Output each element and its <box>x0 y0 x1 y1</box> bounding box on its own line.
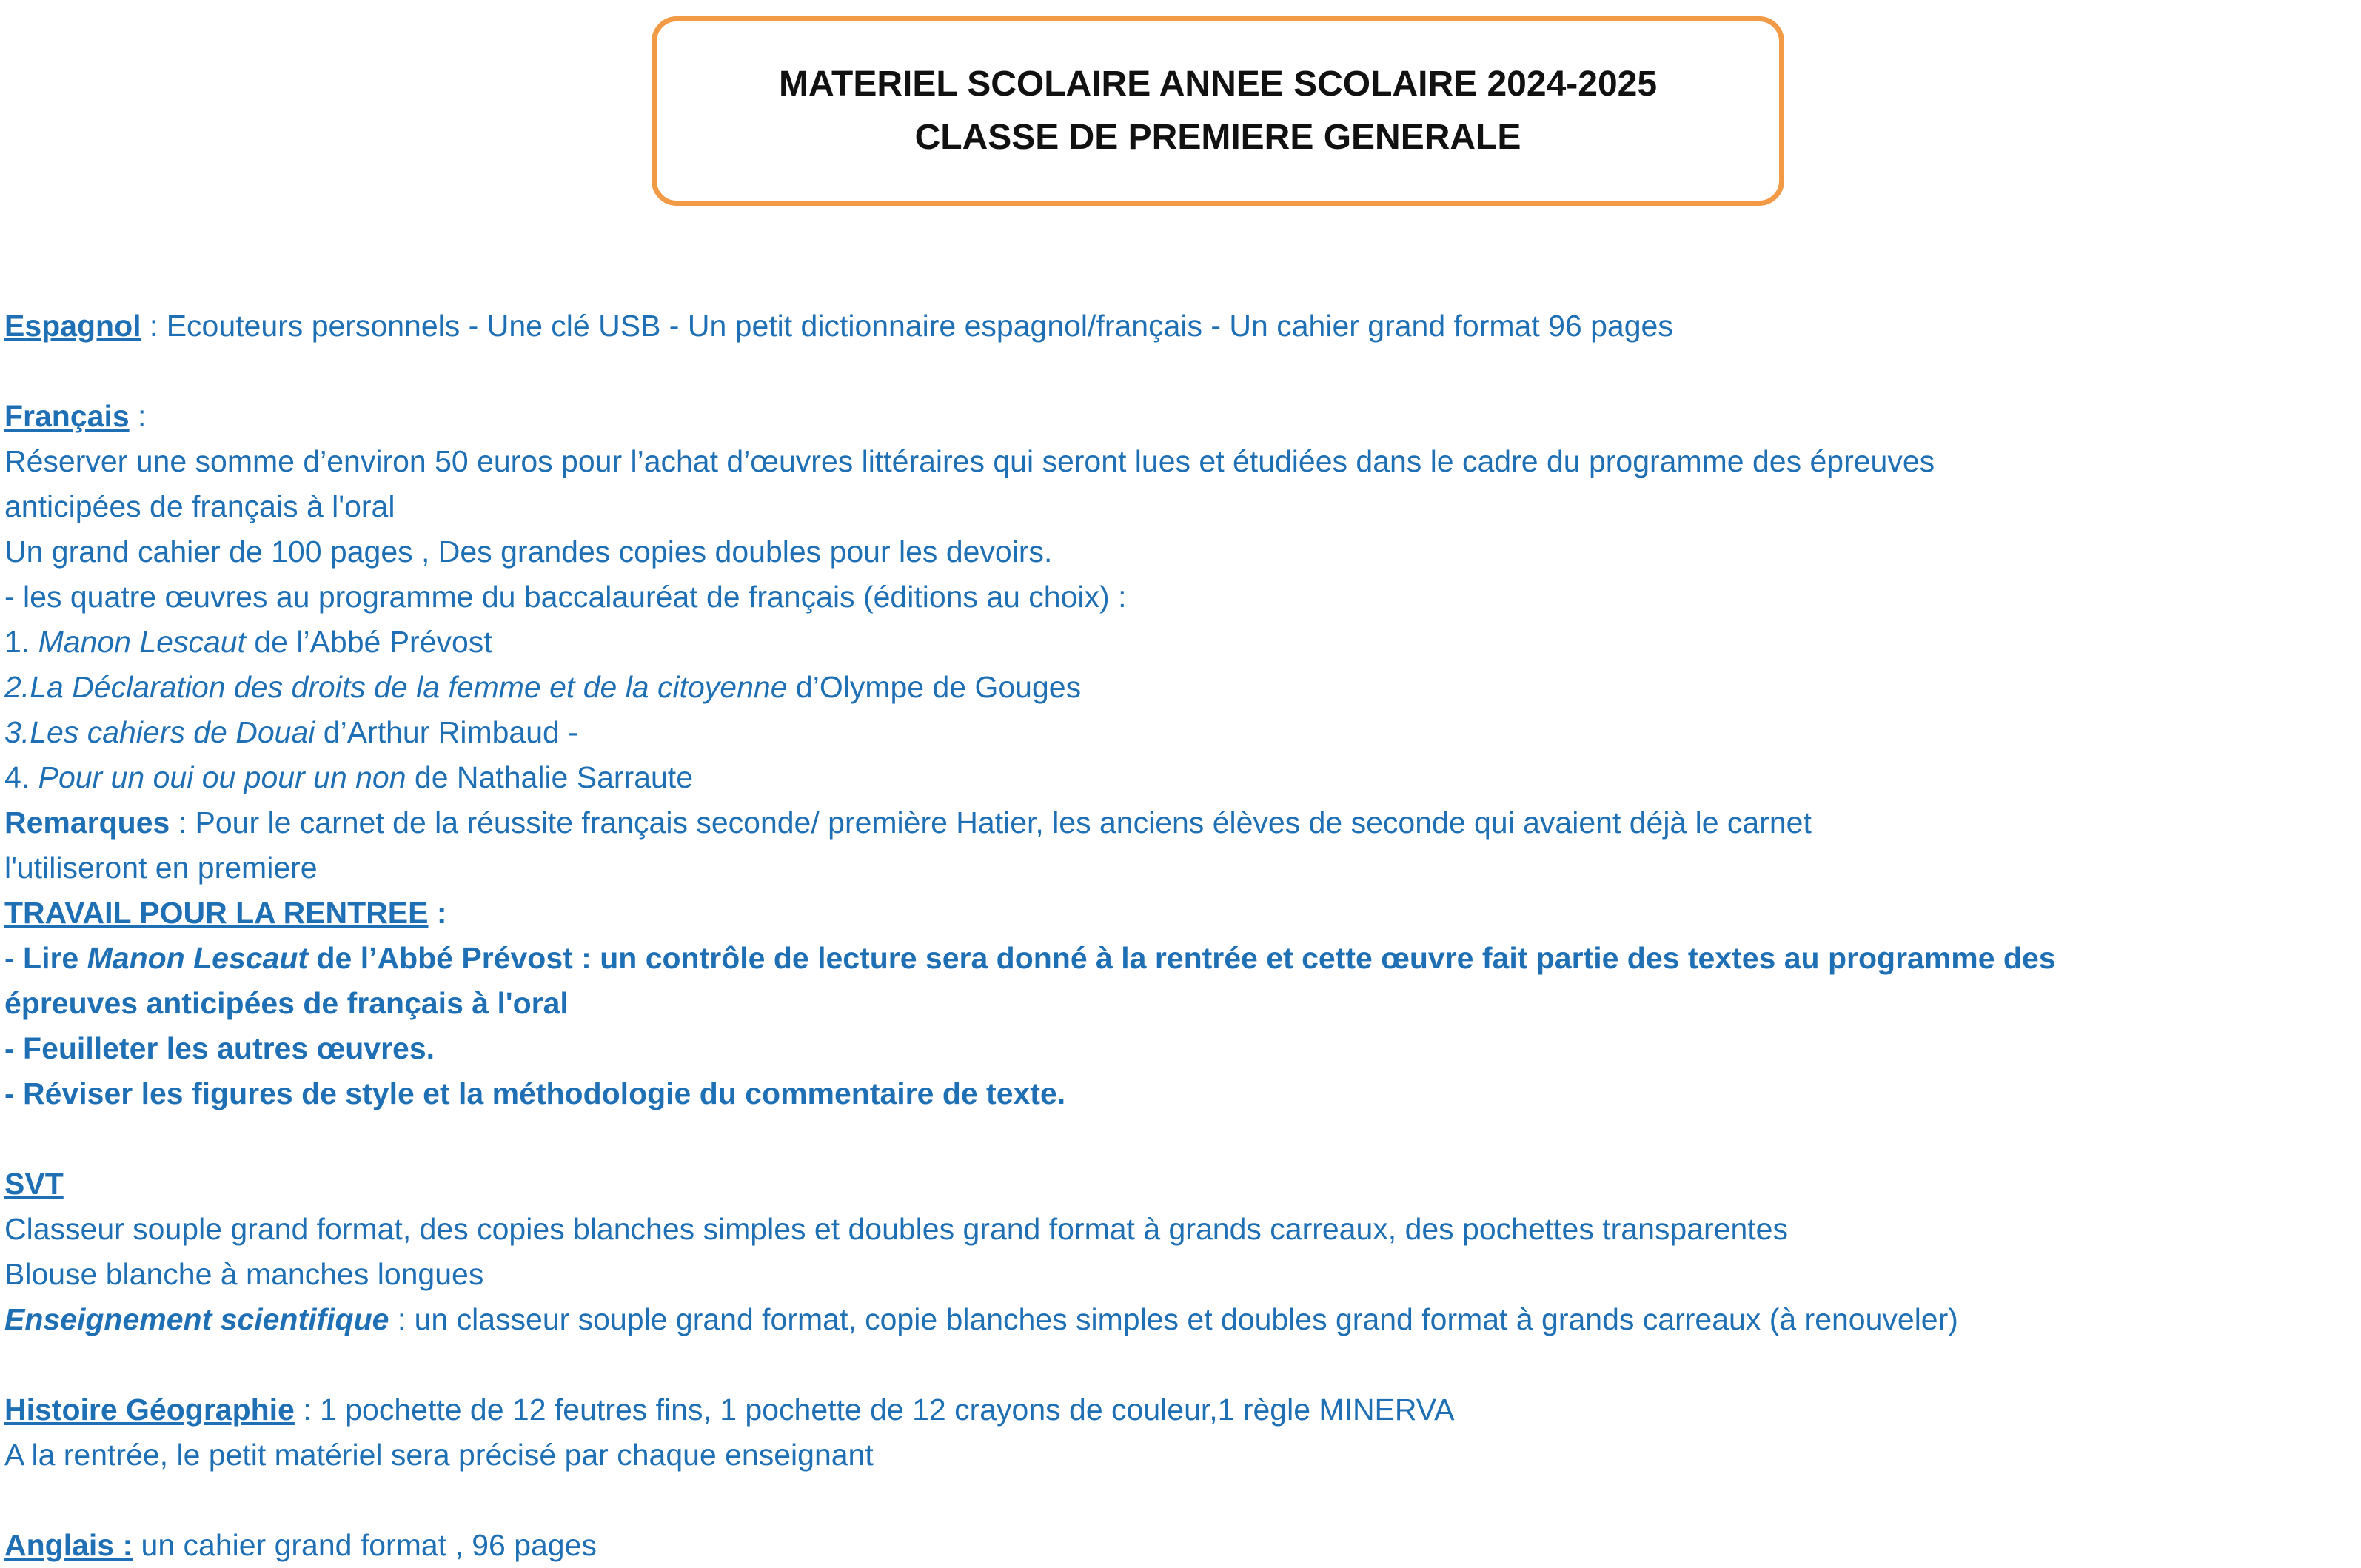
work-author: d’Arthur Rimbaud - <box>315 715 578 749</box>
travail-heading-suffix: : <box>428 896 447 930</box>
work-number: 2. <box>4 670 30 704</box>
work-item <box>4 710 2151 755</box>
svt-line: Classeur souple grand format, des copies blanches simples et doubles grand format à grands carreaux, des pochettes transparentes <box>4 1212 1788 1246</box>
enseignement-scientifique <box>4 1297 2151 1342</box>
travail-title: Manon Lescaut <box>87 941 309 975</box>
work-author: d’Olympe de Gouges <box>787 670 1082 704</box>
section-histoire <box>4 1387 2151 1433</box>
svt-line: Blouse blanche à manches longues <box>4 1257 484 1291</box>
work-author: de l’Abbé Prévost <box>245 625 492 659</box>
work-number: 1. <box>4 625 38 659</box>
heading-anglais: Anglais : <box>4 1528 133 1562</box>
section-anglais <box>4 1523 2151 1568</box>
work-number: 4. <box>4 760 38 794</box>
section-espagnol <box>4 304 2151 349</box>
heading-svt: SVT <box>4 1167 64 1201</box>
work-author: de Nathalie Sarraute <box>406 760 694 794</box>
remarques-text: : Pour le carnet de la réussite français seconde/ première Hatier, les anciens élèves de seconde qui avaient déjà le carnet <box>170 805 1812 840</box>
work-number: 3. <box>4 715 30 749</box>
page-title: MATERIEL SCOLAIRE ANNEE SCOLAIRE 2024-2025 <box>778 64 1658 104</box>
espagnol-items: : Ecouteurs personnels - Une clé USB - Un petit dictionnaire espagnol/français - Un cahier grand format 96 pages <box>141 309 1673 343</box>
travail-item: - Feuilleter les autres œuvres. <box>4 1031 435 1065</box>
section-francais-heading <box>4 394 2151 439</box>
travail-rest: de l’Abbé Prévost : un contrôle de lecture sera donné à la rentrée et cette œuvre fait partie des textes au programme des <box>308 941 2056 975</box>
histoire-items: : 1 pochette de 12 feutres fins, 1 pochette de 12 crayons de couleur,1 règle MINERVA <box>294 1393 1455 1427</box>
title-box <box>652 16 1784 206</box>
francais-line: anticipées de français à l'oral <box>4 489 395 523</box>
travail-prefix: - Lire <box>4 941 87 975</box>
francais-line: - les quatre œuvres au programme du baccalauréat de français (éditions au choix) : <box>4 580 1127 614</box>
work-title: Manon Lescaut <box>38 625 246 659</box>
work-item <box>4 755 2151 800</box>
histoire-line2: A la rentrée, le petit matériel sera précisé par chaque enseignant <box>4 1438 874 1472</box>
heading-histoire: Histoire Géographie <box>4 1393 295 1427</box>
work-item <box>4 620 2151 665</box>
travail-item-line2: épreuves anticipées de français à l'oral <box>4 986 569 1020</box>
work-title: La Déclaration des droits de la femme et de la citoyenne <box>30 670 788 704</box>
enseignement-label: Enseignement scientifique <box>4 1302 389 1336</box>
francais-line: Réserver une somme d’environ 50 euros pour l’achat d’œuvres littéraires qui seront lues et étudiées dans le cadre du programme des épreuves <box>4 444 1935 478</box>
heading-espagnol: Espagnol <box>4 309 141 343</box>
supply-list <box>4 304 2151 1568</box>
travail-item <box>4 936 2151 981</box>
travail-heading-line <box>4 891 2151 936</box>
heading-francais-suffix: : <box>129 399 147 433</box>
anglais-items: un cahier grand format , 96 pages <box>133 1528 597 1562</box>
remarques-label: Remarques <box>4 805 170 840</box>
remarques <box>4 800 2151 845</box>
section-svt-heading <box>4 1162 2151 1207</box>
work-title: Les cahiers de Douai <box>30 715 315 749</box>
francais-line: Un grand cahier de 100 pages , Des grandes copies doubles pour les devoirs. <box>4 535 1053 569</box>
work-item <box>4 665 2151 710</box>
travail-heading: TRAVAIL POUR LA RENTREE <box>4 896 429 930</box>
heading-francais: Français <box>4 399 130 433</box>
page-subtitle: CLASSE DE PREMIERE GENERALE <box>914 118 1521 157</box>
work-title: Pour un oui ou pour un non <box>38 760 406 794</box>
enseignement-text: : un classeur souple grand format, copie blanches simples et doubles grand format à grands carreaux (à renouveler) <box>389 1302 1958 1336</box>
remarques-line2: l'utiliseront en premiere <box>4 851 318 885</box>
travail-item: - Réviser les figures de style et la méthodologie du commentaire de texte. <box>4 1076 1066 1110</box>
